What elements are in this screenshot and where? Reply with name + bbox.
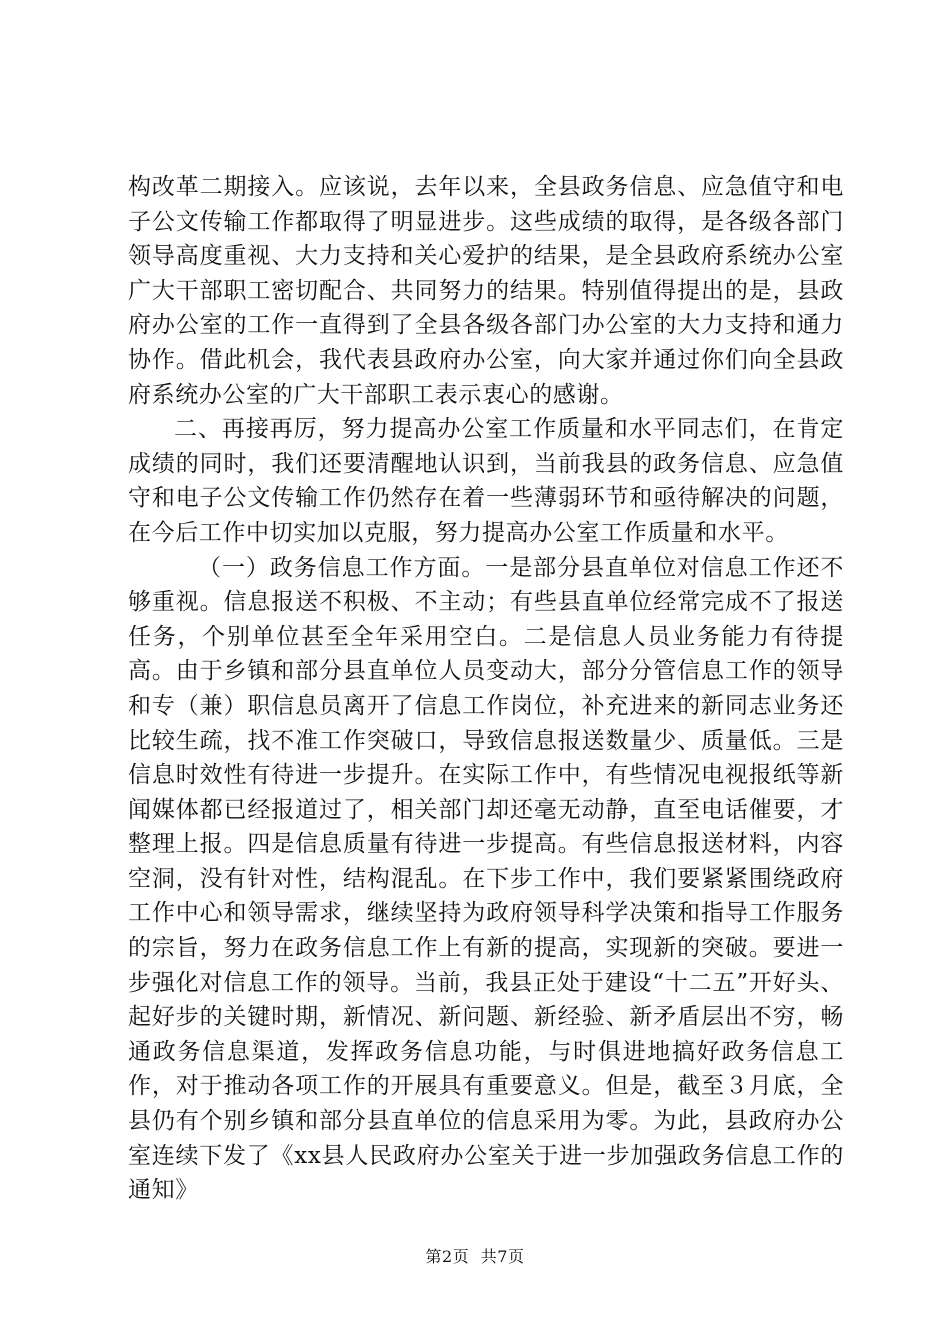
page-total: 共7页 [480,1247,525,1266]
paragraph-continuation: 构改革二期接入。应该说，去年以来，全县政务信息、应急值守和电子公文传输工作都取得了明显进步。这些成绩的取得，是各级各部门领导高度重视、大力支持和关心爱护的结果，是全县政府系统办公室广大干部职工密切配合、共同努力的结果。特别值得提出的是，县政府办公室的工作一直得到了全县各级各部门办公室的大力支持和通力协作。借此机会，我代表县政府办公室，向大家并通过你们向全县政府系统办公室的广大干部职工表示衷心的感谢。 [128,174,844,408]
paragraph-section-two: 二、再接再厉，努力提高办公室工作质量和水平同志们，在肯定成绩的同时，我们还要清醒地认识到，当前我县的政务信息、应急值守和电子公文传输工作仍然存在着一些薄弱环节和亟待解决的问题，在今后工作中切实加以克服，努力提高办公室工作质量和水平。 [128,416,844,546]
document-body [128,170,844,1208]
page-footer [0,1244,950,1267]
page-number: 第2页 [425,1247,470,1266]
paragraph-subsection-one: （一）政务信息工作方面。一是部分县直单位对信息工作还不够重视。信息报送不积极、不主动；有些县直单位经常完成不了报送任务，个别单位甚至全年采用空白。二是信息人员业务能力有待提高。由于乡镇和部分县直单位人员变动大，部分分管信息工作的领导和专（兼）职信息员离开了信息工作岗位，补充进来的新同志业务还比较生疏，找不准工作突破口，导致信息报送数量少、质量低。三是信息时效性有待进一步提升。在实际工作中，有些情况电视报纸等新闻媒体都已经报道过了，相关部门却还毫无动静，直至电话催要，才整理上报。四是信息质量有待进一步提高。有些信息报送材料，内容空洞，没有针对性，结构混乱。在下步工作中，我们要紧紧围绕政府工作中心和领导需求，继续坚持为政府领导科学决策和指导工作服务的宗旨，努力在政务信息工作上有新的提高，实现新的突破。要进一步强化对信息工作的领导。当前，我县正处于建设“十二五”开好头、起好步的关键时期，新情况、新问题、新经验、新矛盾层出不穷，畅通政务信息渠道，发挥政务信息功能，与时俱进地搞好政务信息工作，对于推动各项工作的开展具有重要意义。但是，截至３月底，全县仍有个别乡镇和部分县直单位的信息采用为零。为此，县政府办公室连续下发了《xx县人民政府办公室关于进一步加强政务信息工作的通知》 [128,554,844,1204]
